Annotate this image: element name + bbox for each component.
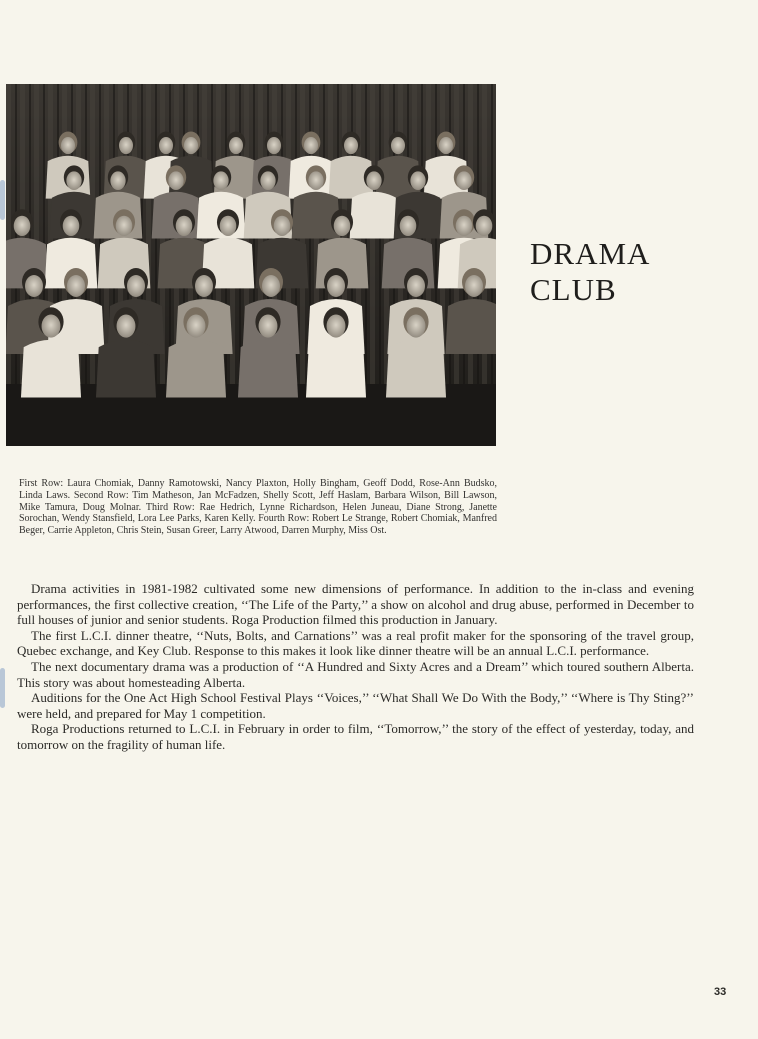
person-face [260, 171, 275, 190]
page-number: 33 [714, 986, 727, 998]
person-face [344, 137, 358, 154]
person-face [262, 275, 280, 297]
person-face [439, 137, 453, 154]
paragraph: Drama activities in 1981-1982 cultivated some new dimensions of performance. In addition to the in-class and evening performances, the first collective creation, ‘‘The Life of the Party,’’ a show on alcohol and drug abuse, performed in December to full houses of junior and senior students. Roga Production filmed this production in January. [17, 581, 694, 628]
person-face [119, 137, 133, 154]
person-face [274, 216, 291, 236]
person-face [159, 137, 173, 154]
person-face [168, 171, 183, 190]
person-body [306, 340, 366, 398]
person-face [334, 216, 351, 236]
person-face [220, 216, 237, 236]
paragraph: Auditions for the One Act High School Festival Plays ‘‘Voices,’’ ‘‘What Shall We Do With the Body,’’ ‘‘Where is Thy Sting?’’ were held, and prepared for May 1 competition. [17, 690, 694, 721]
person-body [386, 340, 446, 398]
person-face [327, 315, 346, 338]
person-face [407, 315, 426, 338]
person-body [445, 299, 496, 354]
group-photo-image [6, 84, 496, 446]
person-face [127, 275, 145, 297]
person-body [238, 340, 298, 398]
person-face [400, 216, 417, 236]
person-body [96, 340, 156, 398]
person-face [267, 137, 281, 154]
paragraph: Roga Productions returned to L.C.I. in February in order to film, ‘‘Tomorrow,’’ the story of the effect of yesterday, today, and tomorrow on the fragility of human life. [17, 721, 694, 752]
person-face [465, 275, 483, 297]
person-face [259, 315, 278, 338]
person-face [304, 137, 318, 154]
person-face [63, 216, 80, 236]
section-title [530, 236, 650, 308]
person-face [116, 216, 133, 236]
binding-mark [0, 668, 5, 708]
person-body [166, 340, 226, 398]
person-face [184, 137, 198, 154]
binding-mark [0, 180, 5, 220]
section-title-line: DRAMA [530, 236, 651, 271]
paragraph: The next documentary drama was a production of ‘‘A Hundred and Sixty Acres and a Dream’’ which toured southern Alberta. This story was about homesteading Alberta. [17, 658, 694, 690]
person-face [176, 216, 193, 236]
person-face [456, 171, 471, 190]
person-face [407, 275, 425, 297]
person-face [308, 171, 323, 190]
person-face [391, 137, 405, 154]
person-face [366, 171, 381, 190]
person-face [61, 137, 75, 154]
person-face [66, 171, 81, 190]
person-face [42, 315, 61, 338]
person-face [117, 315, 136, 338]
person-face [187, 315, 206, 338]
person-face [476, 216, 493, 236]
person-body [21, 340, 81, 398]
person-face [110, 171, 125, 190]
person-face [67, 275, 85, 297]
person-face [25, 275, 43, 297]
article-body [17, 581, 694, 753]
person-face [410, 171, 425, 190]
person-face [14, 216, 31, 236]
person-face [327, 275, 345, 297]
person-face [456, 216, 473, 236]
group-photo [6, 84, 496, 446]
person-face [229, 137, 243, 154]
paragraph: The first L.C.I. dinner theatre, ‘‘Nuts, Bolts, and Carnations’’ was a real profit maker for the sponsoring of the travel group, Quebec exchange, and Key Club. Response to this makes it look like dinner theatre will be an annual L.C.I. performance. [17, 627, 694, 659]
section-title-line: CLUB [530, 272, 617, 307]
person-face [195, 275, 213, 297]
person-face [213, 171, 228, 190]
photo-caption: First Row: Laura Chomiak, Danny Ramotowski, Nancy Plaxton, Holly Bingham, Geoff Dodd, Rose-Ann Budsko, Linda Laws. Second Row: Tim Matheson, Jan McFadzen, Shelly Scott, Jeff Haslam, Barbara Wilson, Bill Lawson, Mike Tamura, Doug Molnar. Third Row: Rae Hedrich, Lynne Richardson, Helen Juneau, Diane Strong, Janette Sorochan, Wendy Stansfield, Lora Lee Parks, Karen Kelly. Fourth Row: Robert Le Strange, Robert Chomiak, Manfred Beger, Carrie Appleton, Chris Stein, Susan Greer, Larry Atwood, Darren Murphy, Miss Ost. [19, 478, 497, 537]
person-body [350, 192, 399, 239]
